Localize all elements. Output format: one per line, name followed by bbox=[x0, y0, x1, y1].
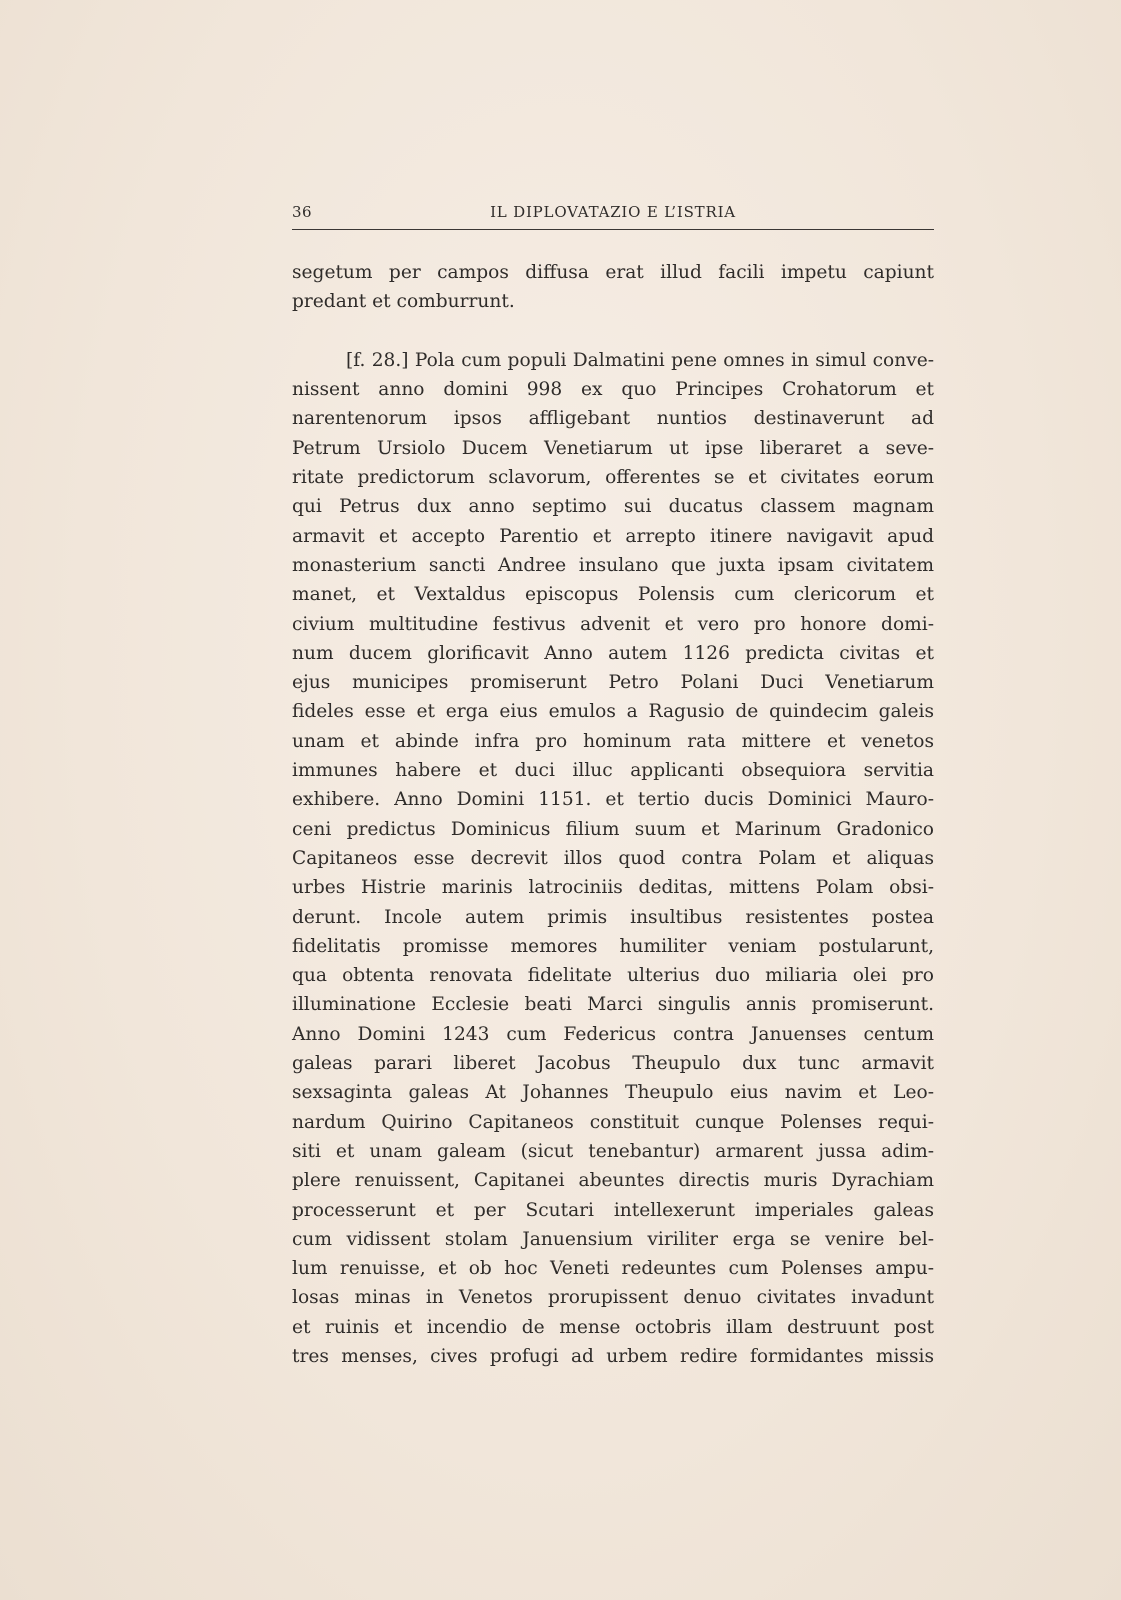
header-rule bbox=[292, 229, 934, 230]
text-line: Anno Domini 1243 cum Federicus contra Januenses centum bbox=[292, 1023, 934, 1045]
text-line: ritate predictorum sclavorum, offerentes se et civitates eorum bbox=[292, 467, 934, 489]
text-line: tres menses, cives profugi ad urbem redire formidantes missis bbox=[292, 1345, 934, 1367]
text-line: nissent anno domini 998 ex quo Principes Crohatorum et bbox=[292, 379, 934, 401]
text-line: lum renuisse, et ob hoc Veneti redeuntes cum Polenses ampu- bbox=[292, 1258, 934, 1280]
text-line: qua obtenta renovata fidelitate ulterius duo miliaria olei pro bbox=[292, 965, 934, 987]
text-line: immunes habere et duci illuc applicanti obsequiora servitia bbox=[292, 760, 934, 782]
text-line: segetum per campos diffusa erat illud facili impetu capiunt bbox=[292, 262, 934, 283]
text-line: processerunt et per Scutari intellexerunt imperiales galeas bbox=[292, 1199, 934, 1221]
text-line: plere renuissent, Capitanei abeuntes directis muris Dyrachiam bbox=[292, 1170, 934, 1192]
text-line: et ruinis et incendio de mense octobris illam destruunt post bbox=[292, 1316, 934, 1338]
text-line: manet, et Vextaldus episcopus Polensis cum clericorum et bbox=[292, 584, 934, 606]
text-line: siti et unam galeam (sicut tenebantur) armarent jussa adim- bbox=[292, 1140, 934, 1162]
text-line: losas minas in Venetos prorupissent denuo civitates invadunt bbox=[292, 1287, 934, 1309]
text-line: cum vidissent stolam Januensium viriliter erga se venire bel- bbox=[292, 1228, 934, 1250]
text-line: qui Petrus dux anno septimo sui ducatus classem magnam bbox=[292, 496, 934, 518]
text-line: nardum Quirino Capitaneos constituit cunque Polenses requi- bbox=[292, 1111, 934, 1133]
text-line: fidelitatis promisse memores humiliter veniam postularunt, bbox=[292, 935, 934, 957]
text-line: narentenorum ipsos affligebant nuntios destinaverunt ad bbox=[292, 408, 934, 430]
text-line: ejus municipes promiserunt Petro Polani Duci Venetiarum bbox=[292, 672, 934, 694]
text-line: civium multitudine festivus advenit et vero pro honore domi- bbox=[292, 613, 934, 635]
text-line: [f. 28.] Pola cum populi Dalmatini pene omnes in simul conve- bbox=[346, 349, 934, 371]
paragraph-1 bbox=[292, 258, 934, 317]
text-line: ceni predictus Dominicus filium suum et Marinum Gradonico bbox=[292, 818, 934, 840]
text-line: monasterium sancti Andree insulano que juxta ipsam civitatem bbox=[292, 554, 934, 576]
text-line: urbes Histrie marinis latrociniis deditas, mittens Polam obsi- bbox=[292, 877, 934, 899]
text-line: derunt. Incole autem primis insultibus resistentes postea bbox=[292, 906, 934, 928]
text-line: predant et comburrunt. bbox=[292, 291, 515, 313]
running-title: IL DIPLOVATAZIO E L’ISTRIA bbox=[490, 203, 736, 221]
body-text bbox=[292, 258, 934, 1371]
page-number: 36 bbox=[292, 203, 313, 221]
text-line: armavit et accepto Parentio et arrepto itinere navigavit apud bbox=[292, 525, 934, 547]
text-line: sexsaginta galeas At Johannes Theupulo eius navim et Leo- bbox=[292, 1082, 934, 1104]
text-line: Petrum Ursiolo Ducem Venetiarum ut ipse liberaret a seve- bbox=[292, 437, 934, 459]
paragraph-gap bbox=[292, 317, 934, 346]
text-line: exhibere. Anno Domini 1151. et tertio ducis Dominici Mauro- bbox=[292, 789, 934, 811]
text-line: fideles esse et erga eius emulos a Ragusio de quindecim galeis bbox=[292, 701, 934, 723]
text-line: galeas parari liberet Jacobus Theupulo dux tunc armavit bbox=[292, 1053, 934, 1075]
text-line: illuminatione Ecclesie beati Marci singulis annis promiserunt. bbox=[292, 994, 934, 1016]
text-line: num ducem glorificavit Anno autem 1126 predicta civitas et bbox=[292, 642, 934, 664]
text-line: unam et abinde infra pro hominum rata mittere et venetos bbox=[292, 730, 934, 752]
page-header bbox=[292, 203, 934, 229]
paragraph-2 bbox=[292, 346, 934, 1371]
text-line: Capitaneos esse decrevit illos quod contra Polam et aliquas bbox=[292, 847, 934, 869]
